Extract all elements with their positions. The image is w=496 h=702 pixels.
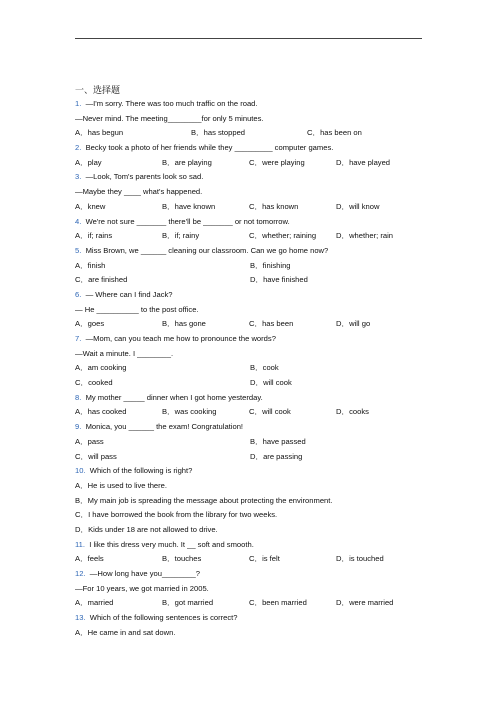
option-b[interactable]: B．finishing: [250, 260, 291, 270]
question-text: — Where can I find Jack?: [85, 289, 173, 299]
question-number: 9.: [75, 422, 86, 432]
option-d[interactable]: D．Kids under 18 are not allowed to drive.: [75, 524, 218, 534]
question-11: [75, 538, 425, 553]
option-c[interactable]: C．are finished: [75, 275, 128, 285]
option-c[interactable]: C．I have borrowed the book from the library for two weeks.: [75, 510, 278, 520]
question-text: We're not sure _______ there'll be _______ or not tomorrow.: [85, 216, 290, 226]
question-text-line: —Never mind. The meeting________for only 5 minutes.: [75, 113, 264, 123]
options-row: [75, 229, 425, 244]
option-a[interactable]: A．He came in and sat down.: [75, 627, 176, 637]
options-row: [75, 552, 425, 567]
options-row: [75, 376, 425, 391]
option-d[interactable]: D．have finished: [250, 275, 308, 285]
options-row: [75, 596, 425, 611]
question-text-line: —For 10 years, we got married in 2005.: [75, 583, 209, 593]
question-text: Becky took a photo of her friends while they _________ computer games.: [85, 143, 334, 153]
question-7: [75, 332, 425, 347]
question-9: [75, 420, 425, 435]
option-d[interactable]: D．is touched: [336, 554, 384, 564]
option-c[interactable]: C．been married: [249, 598, 307, 608]
option-b[interactable]: B．was cooking: [162, 407, 217, 417]
option-b[interactable]: B．got married: [162, 598, 214, 608]
option-b[interactable]: B．has gone: [162, 319, 206, 329]
options-row: [75, 450, 425, 465]
option-a[interactable]: A．married: [75, 598, 114, 608]
question-text-line: —Wait a minute. I ________.: [75, 348, 174, 358]
question-4: [75, 215, 425, 230]
options-row: [75, 361, 425, 376]
question-text: My mother _____ dinner when I got home yesterday.: [85, 392, 263, 402]
question-10: [75, 464, 425, 479]
option-a[interactable]: A．knew: [75, 201, 106, 211]
option-c[interactable]: C．is felt: [249, 554, 280, 564]
option-b[interactable]: B．if; rainy: [162, 231, 200, 241]
option-b[interactable]: B．My main job is spreading the message about protecting the environment.: [75, 495, 333, 505]
question-text: —Mom, can you teach me how to pronounce the words?: [85, 334, 276, 343]
option-b[interactable]: B．have passed: [250, 436, 306, 446]
question-text: Which of the following is right?: [89, 466, 193, 476]
option-d[interactable]: D．will know: [336, 201, 380, 211]
question-number: 11.: [75, 539, 90, 549]
option-c[interactable]: C．cooked: [75, 378, 113, 388]
option-c[interactable]: C．has known: [249, 201, 299, 211]
option-d[interactable]: D．have played: [336, 157, 391, 167]
question-list: [75, 83, 425, 640]
option-a[interactable]: A．has begun: [75, 128, 124, 138]
section-title: 一、选择题: [75, 85, 121, 95]
option-c[interactable]: C．whether; raining: [249, 231, 317, 241]
option-c[interactable]: C．will cook: [249, 407, 291, 417]
option-b[interactable]: B．touches: [162, 554, 202, 564]
question-number: 7.: [75, 334, 86, 343]
options-row: [75, 273, 425, 288]
option-b[interactable]: B．have known: [162, 201, 216, 211]
option-a[interactable]: A．has cooked: [75, 407, 127, 417]
question-number: 3.: [75, 172, 86, 182]
option-c[interactable]: C．has been on: [307, 128, 362, 138]
question-number: 10.: [75, 466, 90, 476]
option-a[interactable]: A．play: [75, 157, 102, 167]
question-number: 4.: [75, 216, 86, 226]
question-number: 12.: [75, 569, 90, 578]
option-a[interactable]: A．goes: [75, 319, 105, 329]
question-12: [75, 567, 425, 582]
option-c[interactable]: C．will pass: [75, 451, 117, 461]
option-c[interactable]: C．has been: [249, 319, 294, 329]
option-d[interactable]: D．whether; rain: [336, 231, 393, 241]
question-number: 1.: [75, 99, 86, 108]
question-text: I like this dress very much. It __ soft and smooth.: [89, 539, 254, 549]
header-rule: [75, 38, 422, 39]
option-a[interactable]: A．feels: [75, 554, 104, 564]
question-number: 2.: [75, 143, 86, 153]
question-text: —How long have you________?: [89, 569, 200, 578]
question-2: [75, 141, 425, 156]
question-text: Which of the following sentences is correct?: [89, 613, 238, 623]
options-row: [75, 317, 425, 332]
option-d[interactable]: D．will cook: [250, 378, 292, 388]
question-number: 5.: [75, 245, 86, 255]
question-text: Miss Brown, we ______ cleaning our classroom. Can we go home now?: [85, 245, 329, 255]
question-3: [75, 170, 425, 185]
question-text: —I'm sorry. There was too much traffic on the road.: [85, 99, 258, 108]
option-b[interactable]: B．are playing: [162, 157, 212, 167]
option-c[interactable]: C．were playing: [249, 157, 305, 167]
options-row: [75, 200, 425, 215]
question-text-line: —Maybe they ____ what's happened.: [75, 187, 203, 197]
question-8: [75, 391, 425, 406]
options-row: [75, 405, 425, 420]
option-a[interactable]: A．finish: [75, 260, 106, 270]
question-text: —Look, Tom's parents look so sad.: [85, 172, 204, 182]
option-b[interactable]: B．has stopped: [191, 128, 246, 138]
question-text: Monica, you ______ the exam! Congratulation!: [85, 422, 244, 432]
option-d[interactable]: D．are passing: [250, 451, 303, 461]
option-d[interactable]: D．cooks: [336, 407, 369, 417]
question-1: [75, 97, 425, 112]
option-a[interactable]: A．if; rains: [75, 231, 113, 241]
options-row: [75, 435, 425, 450]
option-d[interactable]: D．were married: [336, 598, 394, 608]
question-text-line: — He __________ to the post office.: [75, 304, 199, 314]
question-number: 6.: [75, 289, 86, 299]
option-a[interactable]: A．am cooking: [75, 363, 127, 373]
question-number: 8.: [75, 392, 86, 402]
option-b[interactable]: B．cook: [250, 363, 279, 373]
option-a[interactable]: A．pass: [75, 436, 104, 446]
question-13: [75, 611, 425, 626]
option-d[interactable]: D．will go: [336, 319, 371, 329]
question-6: [75, 288, 425, 303]
options-row: [75, 259, 425, 274]
options-row: [75, 156, 425, 171]
options-row: [75, 126, 425, 141]
option-a[interactable]: A．He is used to live there.: [75, 480, 168, 490]
question-5: [75, 244, 425, 259]
question-number: 13.: [75, 613, 90, 623]
